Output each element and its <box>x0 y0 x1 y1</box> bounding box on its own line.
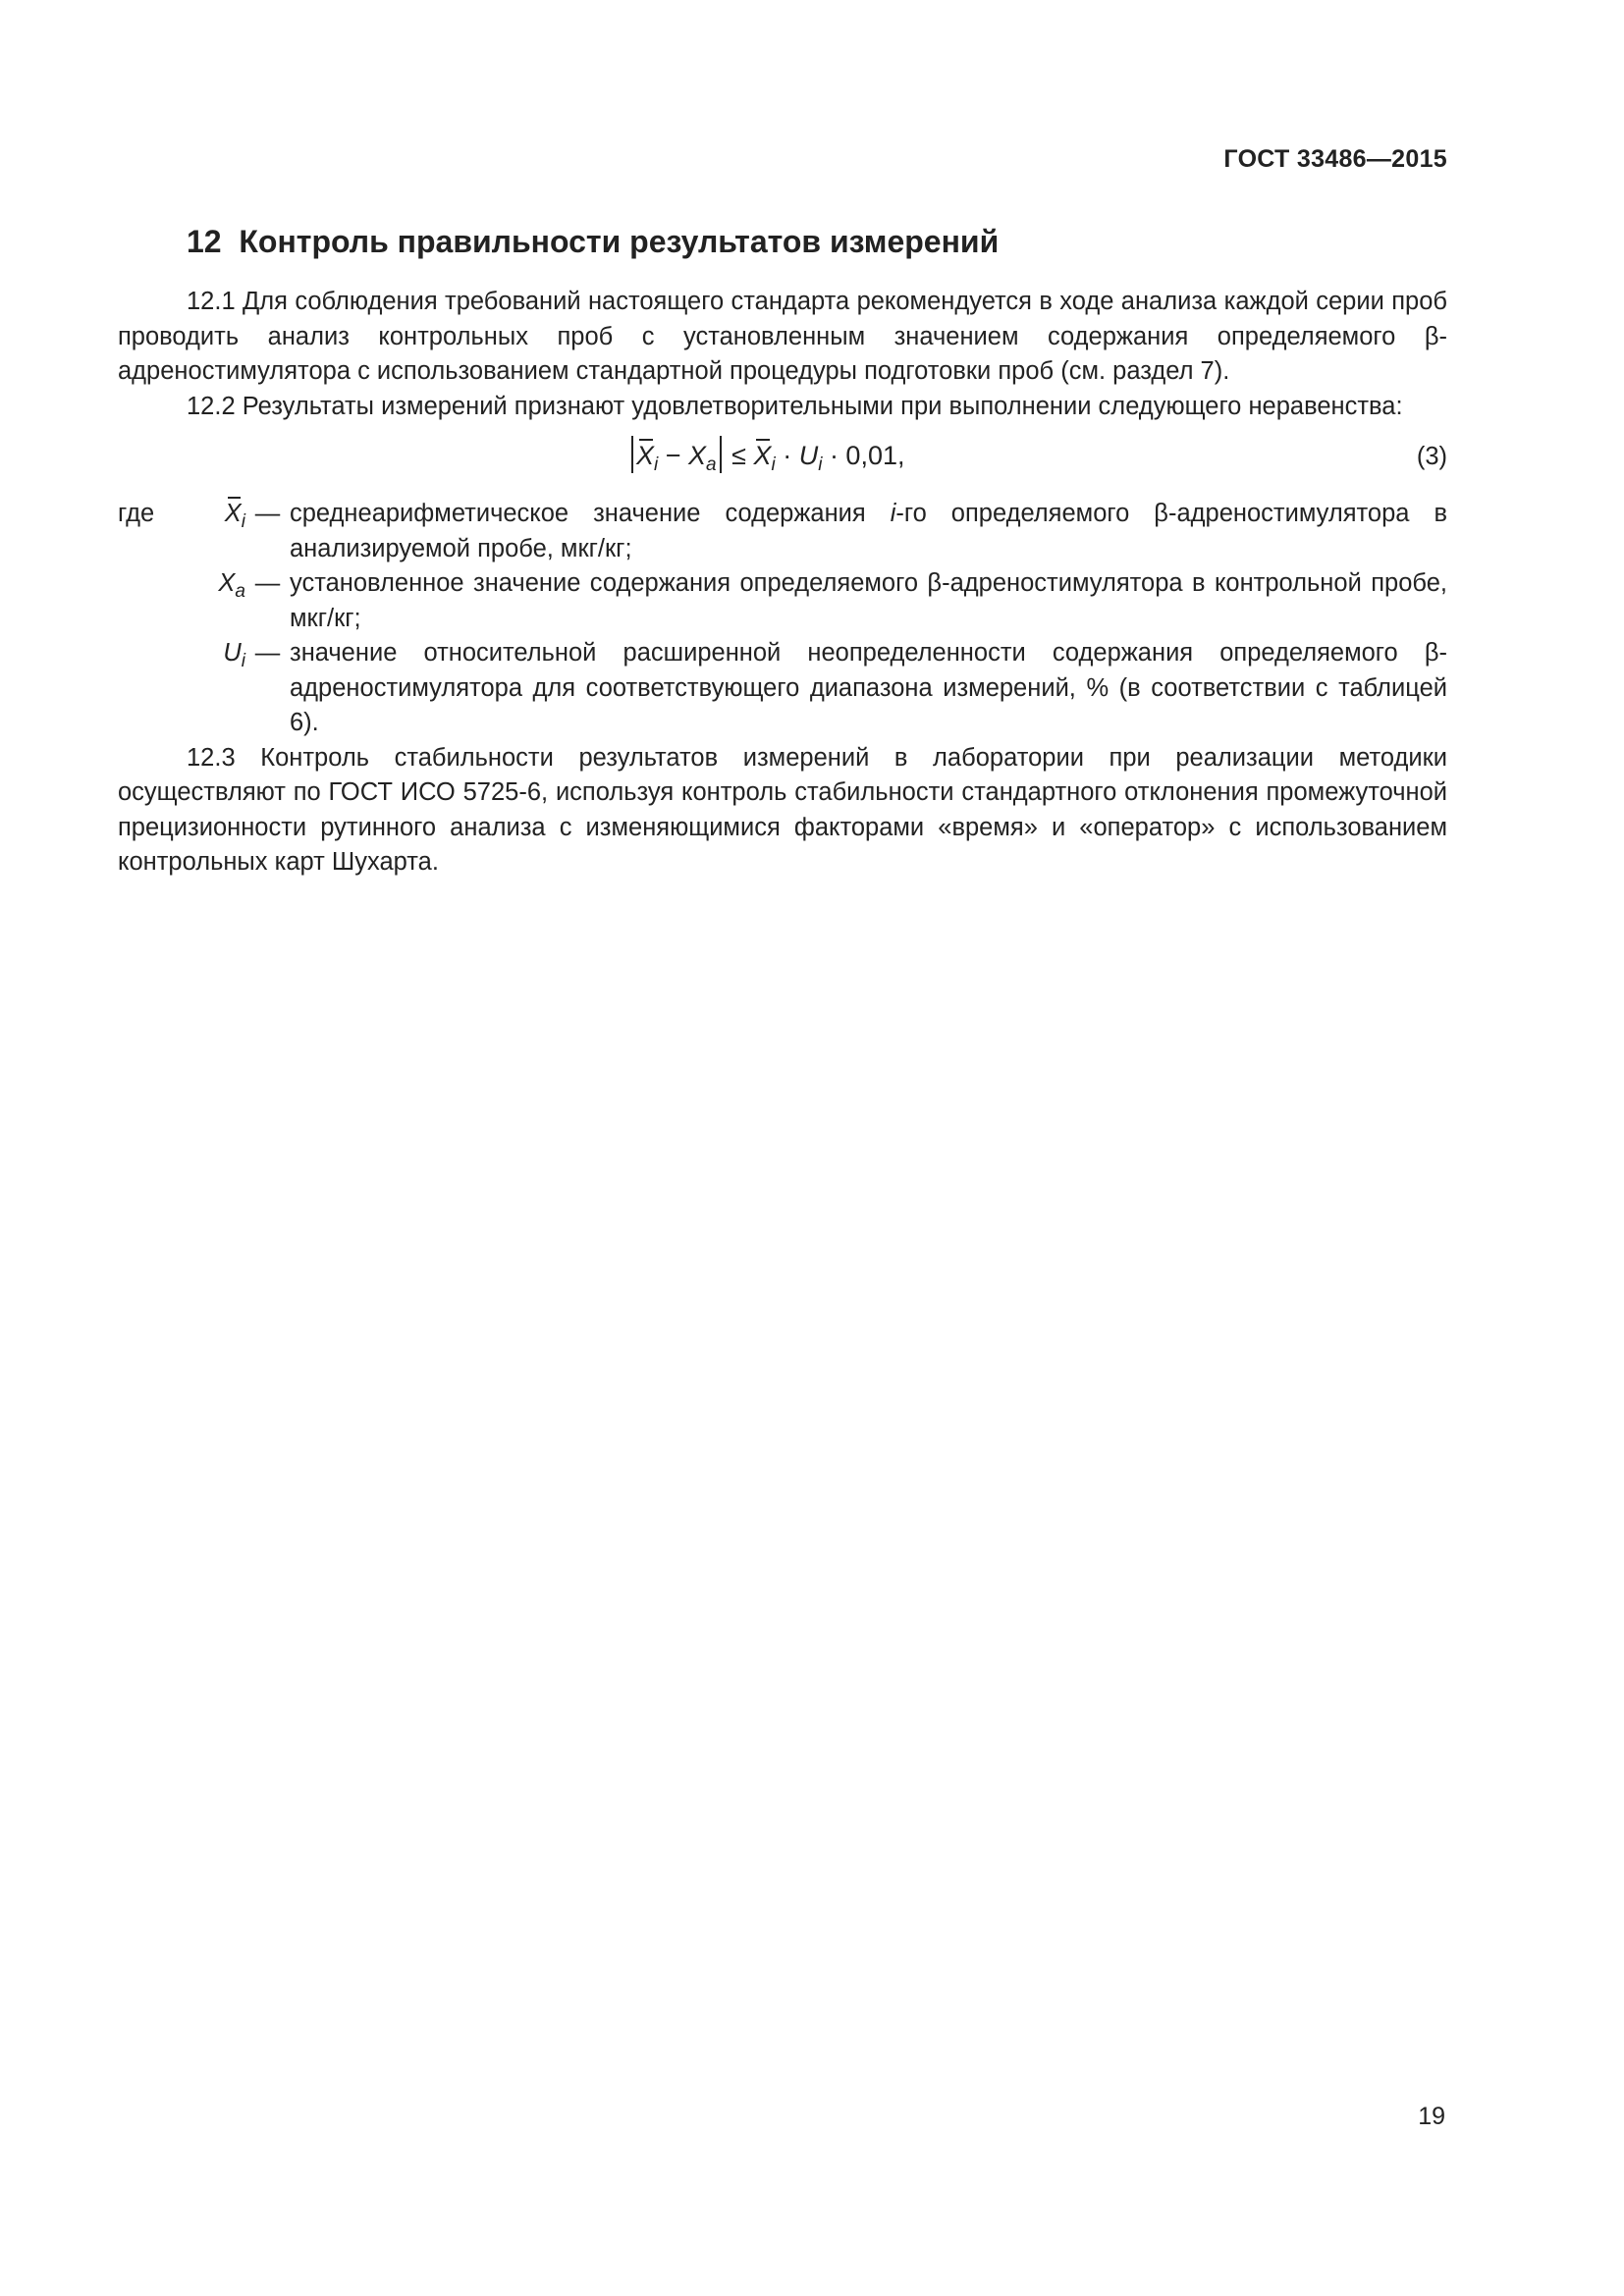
definitions-list <box>118 497 1447 741</box>
definition-u: $U_i$ — значение относительной расширенной неопределенности содержания определяемого β-адреностимулятора для соответствующего диапазона измерений, % (в соответствии с таблицей 6). <box>118 636 1447 741</box>
paragraph-12-1: 12.1 Для соблюдения требований настоящего стандарта рекомендуется в ходе анализа каждой серии проб проводить анализ контрольных проб с установленным значением содержания определяемого β-адреностимулятора с использованием стандартной процедуры подготовки проб (см. раздел 7). <box>118 288 1447 385</box>
definition-mean-x: где $X_i$ — среднеарифметическое значение содержания i-го определяемого β-адреностимулятора в анализируемой пробе, мкг/кг; <box>118 497 1447 566</box>
inequality-formula: $X_i - X_a \le X_i \cdot U_i \cdot 0,01$, <box>628 436 904 477</box>
paragraph-12-2: 12.2 Результаты измерений признают удовлетворительными при выполнении следующего неравенства: <box>187 392 1403 420</box>
definition-term: $X_a$ <box>218 569 245 602</box>
formula-row <box>118 430 1447 485</box>
xa-symbol: X <box>688 441 707 470</box>
section-title <box>187 224 999 260</box>
abs-bar-right <box>720 436 722 473</box>
document-code-header: ГОСТ 33486—2015 <box>1223 145 1447 173</box>
definition-text: среднеарифметическое значение содержания i-го определяемого β-адреностимулятора в анализируемой пробе, мкг/кг; <box>290 500 1447 562</box>
u-symbol: U <box>798 441 819 470</box>
equation-number: (3) <box>1416 443 1447 470</box>
section-number: 12 <box>187 224 222 259</box>
abs-bar-left <box>631 436 633 473</box>
mean-x-symbol: X <box>636 439 654 474</box>
definition-xa: $X_a$ — установленное значение содержания определяемого β-адреностимулятора в контрольной пробе, мкг/кг; <box>118 566 1447 636</box>
definition-text: значение относительной расширенной неопределенности содержания определяемого β-адреностимулятора для соответствующего диапазона измерений, % (в соответствии с таблицей 6). <box>290 639 1447 736</box>
definition-term: $U_i$ <box>223 639 245 671</box>
where-label: где <box>118 500 155 527</box>
section-body <box>118 285 1447 881</box>
page-number: 19 <box>1418 2103 1445 2130</box>
definition-text: установленное значение содержания определяемого β-адреностимулятора в контрольной пробе, мкг/кг; <box>290 569 1447 632</box>
definition-term: где $X_i$ <box>118 497 245 534</box>
paragraph-12-3: 12.3 Контроль стабильности результатов измерений в лаборатории при реализации методики осуществляют по ГОСТ ИСО 5725-6, используя контроль стабильности стандартного отклонения промежуточной прецизионности рутинного анализа с изменяющимися факторами «время» и «оператор» с использованием контрольных карт Шухарта. <box>118 743 1447 876</box>
mean-x-symbol-right: X <box>753 439 771 474</box>
section-title-text: Контроль правильности результатов измерений <box>239 224 1000 259</box>
